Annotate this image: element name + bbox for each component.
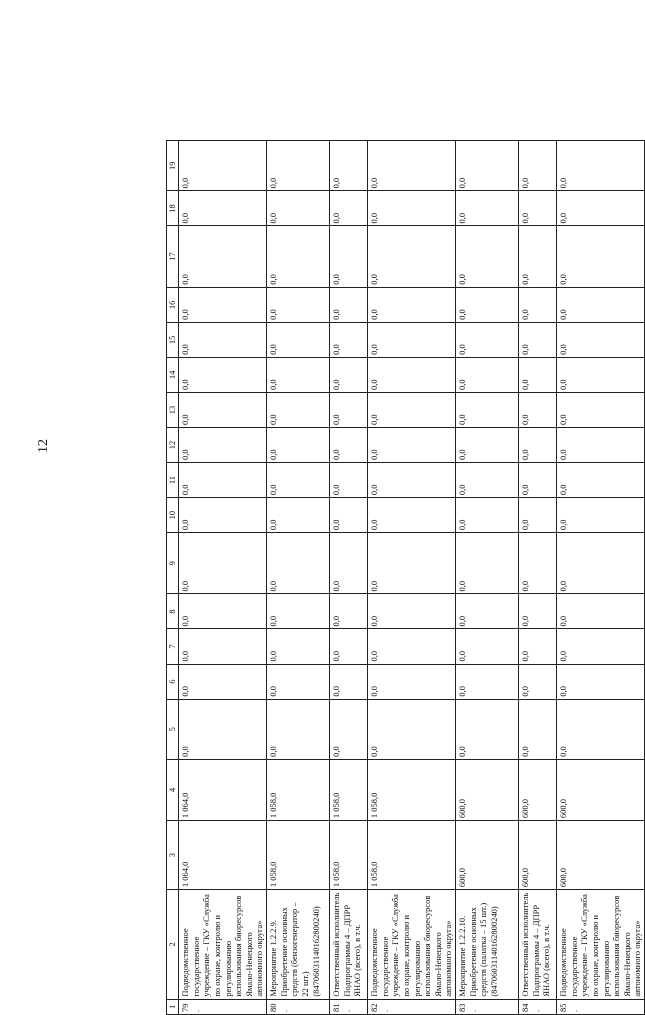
value-cell: 0,0 bbox=[368, 141, 456, 191]
value-cell: 0,0 bbox=[368, 427, 456, 462]
value-cell: 0,0 bbox=[456, 392, 519, 427]
value-cell: 0,0 bbox=[456, 498, 519, 533]
value-cell: 0,0 bbox=[557, 191, 645, 226]
value-cell: 1 058,0 bbox=[330, 759, 368, 820]
value-cell: 600,0 bbox=[456, 821, 519, 890]
value-cell: 0,0 bbox=[330, 322, 368, 357]
column-header: 17 bbox=[167, 226, 179, 287]
value-cell: 0,0 bbox=[267, 664, 330, 699]
value-cell: 0,0 bbox=[557, 322, 645, 357]
value-cell: 0,0 bbox=[456, 357, 519, 392]
value-cell: 0,0 bbox=[368, 594, 456, 629]
value-cell: 0,0 bbox=[179, 322, 267, 357]
value-cell: 0,0 bbox=[330, 629, 368, 664]
value-cell: 0,0 bbox=[368, 357, 456, 392]
value-cell: 0,0 bbox=[368, 629, 456, 664]
value-cell: 0,0 bbox=[368, 463, 456, 498]
value-cell: 0,0 bbox=[557, 463, 645, 498]
table-row bbox=[456, 141, 519, 1015]
value-cell: 0,0 bbox=[179, 392, 267, 427]
value-cell: 600,0 bbox=[519, 759, 557, 820]
value-cell: 0,0 bbox=[368, 322, 456, 357]
column-header: 11 bbox=[167, 463, 179, 498]
budget-table-wrapper bbox=[166, 140, 643, 1015]
value-cell: 1 058,0 bbox=[330, 821, 368, 890]
column-header: 7 bbox=[167, 629, 179, 664]
column-header: 6 bbox=[167, 664, 179, 699]
row-description: Подведомственное государственное учреждение – ГКУ «Служба по охране, контролю и регулированию использования биоресурсов Ямало-Ненецкого автономного округа» bbox=[557, 890, 645, 1000]
row-description: Ответственный исполнитель Подпрограммы 4 – ДПРР ЯНАО (всего), в т.ч. bbox=[330, 890, 368, 1000]
row-description: Подведомственное государственное учреждение – ГКУ «Служба по охране, контролю и регулированию использования биоресурсов Ямало-Ненецкого автономного округа» bbox=[368, 890, 456, 1000]
value-cell: 0,0 bbox=[456, 141, 519, 191]
value-cell: 0,0 bbox=[519, 699, 557, 759]
value-cell: 0,0 bbox=[179, 664, 267, 699]
value-cell: 0,0 bbox=[179, 357, 267, 392]
table-row bbox=[368, 141, 456, 1015]
value-cell: 0,0 bbox=[456, 463, 519, 498]
page-number: 12 bbox=[36, 439, 51, 453]
table-row bbox=[267, 141, 330, 1015]
value-cell: 0,0 bbox=[519, 226, 557, 287]
value-cell: 0,0 bbox=[519, 629, 557, 664]
value-cell: 0,0 bbox=[519, 141, 557, 191]
value-cell: 0,0 bbox=[557, 226, 645, 287]
value-cell: 0,0 bbox=[557, 629, 645, 664]
value-cell: 0,0 bbox=[557, 357, 645, 392]
value-cell: 0,0 bbox=[456, 699, 519, 759]
value-cell: 0,0 bbox=[330, 141, 368, 191]
row-number: 85. bbox=[557, 999, 645, 1014]
table-row bbox=[330, 141, 368, 1015]
value-cell: 0,0 bbox=[179, 287, 267, 322]
row-number: 81. bbox=[330, 999, 368, 1014]
value-cell: 0,0 bbox=[267, 322, 330, 357]
value-cell: 0,0 bbox=[330, 463, 368, 498]
value-cell: 0,0 bbox=[519, 191, 557, 226]
row-description: Ответственный исполнитель Подпрограммы 4 – ДПРР ЯНАО (всего), в т.ч. bbox=[519, 890, 557, 1000]
column-header: 15 bbox=[167, 322, 179, 357]
value-cell: 0,0 bbox=[557, 498, 645, 533]
value-cell: 0,0 bbox=[456, 191, 519, 226]
column-header: 8 bbox=[167, 594, 179, 629]
value-cell: 0,0 bbox=[519, 287, 557, 322]
value-cell: 0,0 bbox=[179, 427, 267, 462]
table-row bbox=[519, 141, 557, 1015]
value-cell: 1 064,0 bbox=[179, 821, 267, 890]
value-cell: 0,0 bbox=[519, 322, 557, 357]
value-cell: 0,0 bbox=[368, 287, 456, 322]
column-header: 9 bbox=[167, 533, 179, 594]
value-cell: 1 058,0 bbox=[267, 759, 330, 820]
value-cell: 0,0 bbox=[179, 498, 267, 533]
value-cell: 0,0 bbox=[456, 533, 519, 594]
value-cell: 0,0 bbox=[368, 699, 456, 759]
value-cell: 0,0 bbox=[456, 226, 519, 287]
value-cell: 0,0 bbox=[267, 498, 330, 533]
column-header: 4 bbox=[167, 759, 179, 820]
value-cell: 0,0 bbox=[368, 191, 456, 226]
value-cell: 0,0 bbox=[179, 141, 267, 191]
value-cell: 0,0 bbox=[179, 594, 267, 629]
column-header: 16 bbox=[167, 287, 179, 322]
value-cell: 0,0 bbox=[519, 427, 557, 462]
value-cell: 0,0 bbox=[456, 427, 519, 462]
value-cell: 1 058,0 bbox=[368, 821, 456, 890]
value-cell: 0,0 bbox=[368, 664, 456, 699]
value-cell: 0,0 bbox=[267, 427, 330, 462]
value-cell: 0,0 bbox=[330, 287, 368, 322]
value-cell: 0,0 bbox=[267, 594, 330, 629]
column-header: 18 bbox=[167, 191, 179, 226]
value-cell: 1 064,0 bbox=[179, 759, 267, 820]
value-cell: 0,0 bbox=[330, 357, 368, 392]
value-cell: 600,0 bbox=[456, 759, 519, 820]
value-cell: 0,0 bbox=[368, 226, 456, 287]
value-cell: 0,0 bbox=[519, 664, 557, 699]
value-cell: 0,0 bbox=[267, 226, 330, 287]
row-description: Подведомственное государственное учреждение – ГКУ «Служба по охране, контролю и регулированию использования биоресурсов Ямало-Ненецкого автономного округа» bbox=[179, 890, 267, 1000]
header-row bbox=[167, 141, 179, 1015]
row-description: Мероприятие 1.2.2.10. Приобретение основных средств (палатка – 15 шт.) (84706031140162800240) bbox=[456, 890, 519, 1000]
row-number: 83. bbox=[456, 999, 519, 1014]
value-cell: 0,0 bbox=[557, 664, 645, 699]
value-cell: 0,0 bbox=[267, 629, 330, 664]
row-number: 84. bbox=[519, 999, 557, 1014]
value-cell: 0,0 bbox=[179, 226, 267, 287]
value-cell: 0,0 bbox=[267, 533, 330, 594]
value-cell: 0,0 bbox=[267, 463, 330, 498]
value-cell: 1 058,0 bbox=[368, 759, 456, 820]
value-cell: 0,0 bbox=[519, 594, 557, 629]
value-cell: 0,0 bbox=[330, 699, 368, 759]
value-cell: 0,0 bbox=[330, 427, 368, 462]
row-number: 80. bbox=[267, 999, 330, 1014]
value-cell: 0,0 bbox=[557, 533, 645, 594]
value-cell: 0,0 bbox=[456, 629, 519, 664]
value-cell: 0,0 bbox=[179, 629, 267, 664]
row-number: 79. bbox=[179, 999, 267, 1014]
value-cell: 0,0 bbox=[456, 664, 519, 699]
column-header: 14 bbox=[167, 357, 179, 392]
value-cell: 0,0 bbox=[179, 533, 267, 594]
value-cell: 0,0 bbox=[519, 498, 557, 533]
table-row bbox=[179, 141, 267, 1015]
column-header: 5 bbox=[167, 699, 179, 759]
value-cell: 0,0 bbox=[267, 699, 330, 759]
value-cell: 0,0 bbox=[557, 427, 645, 462]
value-cell: 0,0 bbox=[330, 392, 368, 427]
value-cell: 1 058,0 bbox=[267, 821, 330, 890]
value-cell: 0,0 bbox=[368, 533, 456, 594]
value-cell: 0,0 bbox=[330, 498, 368, 533]
value-cell: 0,0 bbox=[557, 287, 645, 322]
value-cell: 0,0 bbox=[368, 392, 456, 427]
value-cell: 0,0 bbox=[557, 141, 645, 191]
column-header: 3 bbox=[167, 821, 179, 890]
value-cell: 0,0 bbox=[330, 226, 368, 287]
value-cell: 0,0 bbox=[330, 191, 368, 226]
row-number: 82. bbox=[368, 999, 456, 1014]
value-cell: 0,0 bbox=[179, 463, 267, 498]
column-header: 10 bbox=[167, 498, 179, 533]
value-cell: 600,0 bbox=[519, 821, 557, 890]
value-cell: 0,0 bbox=[557, 699, 645, 759]
value-cell: 0,0 bbox=[456, 322, 519, 357]
value-cell: 0,0 bbox=[330, 664, 368, 699]
column-header: 12 bbox=[167, 427, 179, 462]
column-header: 19 bbox=[167, 141, 179, 191]
value-cell: 0,0 bbox=[519, 392, 557, 427]
value-cell: 600,0 bbox=[557, 759, 645, 820]
value-cell: 0,0 bbox=[179, 191, 267, 226]
value-cell: 0,0 bbox=[456, 287, 519, 322]
column-header: 2 bbox=[167, 890, 179, 1000]
value-cell: 0,0 bbox=[267, 357, 330, 392]
value-cell: 0,0 bbox=[330, 533, 368, 594]
budget-table bbox=[166, 140, 645, 1015]
value-cell: 0,0 bbox=[456, 594, 519, 629]
value-cell: 600,0 bbox=[557, 821, 645, 890]
value-cell: 0,0 bbox=[368, 498, 456, 533]
value-cell: 0,0 bbox=[267, 191, 330, 226]
value-cell: 0,0 bbox=[179, 699, 267, 759]
value-cell: 0,0 bbox=[519, 463, 557, 498]
value-cell: 0,0 bbox=[557, 594, 645, 629]
value-cell: 0,0 bbox=[557, 392, 645, 427]
value-cell: 0,0 bbox=[267, 287, 330, 322]
table-row bbox=[557, 141, 645, 1015]
column-header: 1 bbox=[167, 999, 179, 1014]
value-cell: 0,0 bbox=[267, 141, 330, 191]
column-header: 13 bbox=[167, 392, 179, 427]
value-cell: 0,0 bbox=[330, 594, 368, 629]
value-cell: 0,0 bbox=[519, 357, 557, 392]
row-description: Мероприятие 1.2.2.9. Приобретение основных средств (бензогенератор – 22 шт.) (84706031140162800240) bbox=[267, 890, 330, 1000]
value-cell: 0,0 bbox=[267, 392, 330, 427]
value-cell: 0,0 bbox=[519, 533, 557, 594]
